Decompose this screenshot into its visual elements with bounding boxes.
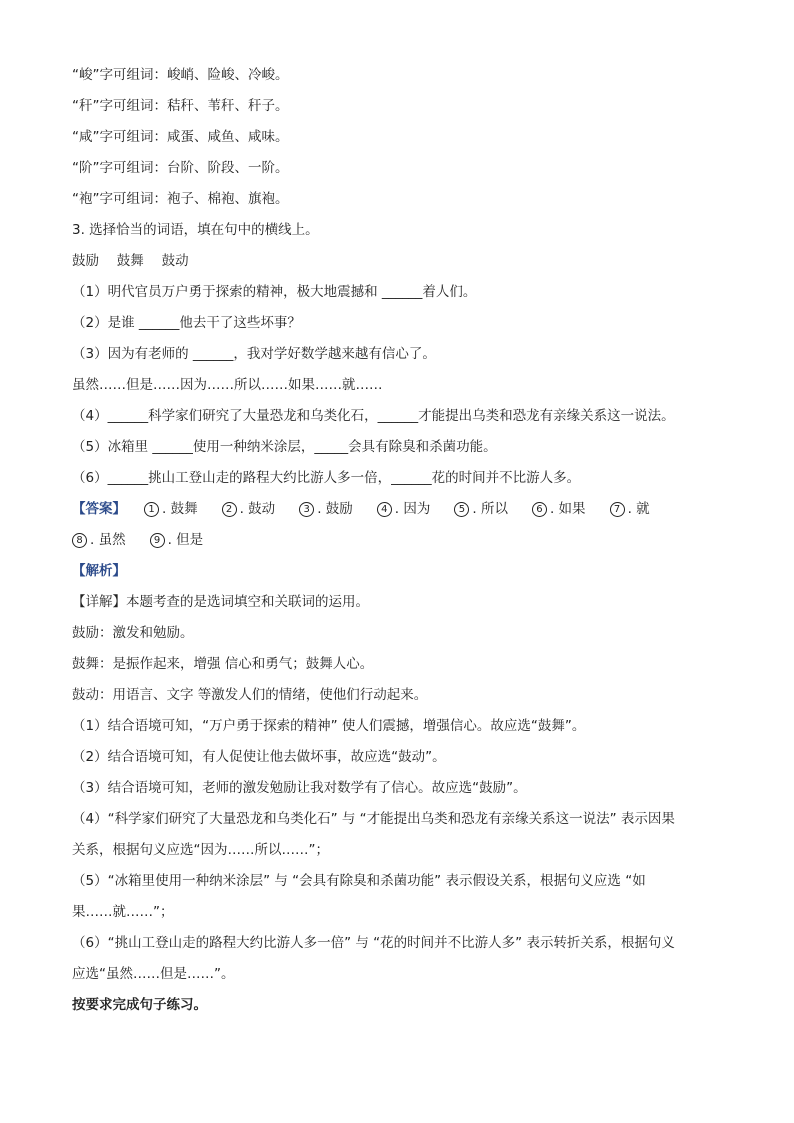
answer-option [377,494,431,525]
answer-text: . 就 [627,501,650,517]
question-item-3: （3）因为有老师的 ______，我对学好数学越来越有信心了。 [72,346,436,362]
answer-row-1 [72,494,724,525]
analysis-item-4-b: 关系，根据句义应选“因为……所以……”； [72,842,329,858]
analysis-line: 鼓舞：是振作起来，增强 信心和勇气；鼓舞人心。 [72,656,374,672]
circled-number: 3 [299,502,314,517]
question-item-2: （2）是谁 ______他去干了这些坏事？ [72,315,301,331]
vocab-line-4: “阶”字可组词：台阶、阶段、一阶。 [72,160,289,176]
answer-text: . 鼓动 [239,501,276,517]
answer-option [222,494,276,525]
question-item-1: （1）明代官员万户勇于探索的精神，极大地震撼和 ______着人们。 [72,284,477,300]
answer-option [144,494,198,525]
answer-row-2 [72,525,724,556]
vocab-line-5: “袍”字可组词：袍子、棉袍、旗袍。 [72,191,289,207]
answer-tag: 【答案】 [72,501,126,517]
vocab-line-2: “秆”字可组词：秸秆、苇秆、秆子。 [72,98,289,114]
answer-option [150,525,204,556]
connective-choices: 虽然……但是……因为……所以……如果……就…… [72,377,383,393]
analysis-line: （2）结合语境可知，有人促使让他去做坏事，故应选“鼓动”。 [72,749,446,765]
answer-option [454,494,508,525]
analysis-item-5-b: 果……就……”； [72,904,174,920]
question-3-title: 3. 选择恰当的词语，填在句中的横线上。 [72,222,319,238]
analysis-item-5-a: （5）“冰箱里使用一种纳米涂层” 与 “会具有除臭和杀菌功能” 表示假设关系，根据句义应选 “如 [72,873,646,889]
answer-option [299,494,353,525]
analysis-line: （1）结合语境可知，“万户勇于探索的精神” 使人们震撼，增强信心。故应选“鼓舞”。 [72,718,586,734]
circled-number: 4 [377,502,392,517]
answer-option [72,525,126,556]
analysis-item-6-a: （6）“挑山工登山走的路程大约比游人多一倍” 与 “花的时间并不比游人多” 表示转折关系，根据句义 [72,935,675,951]
circled-number: 5 [454,502,469,517]
analysis-item-6-b: 应选“虽然……但是……”。 [72,966,235,982]
question-item-5: （5）冰箱里 ______使用一种纳米涂层，_____会具有除臭和杀菌功能。 [72,439,497,455]
answer-text: . 但是 [167,532,204,548]
question-item-6: （6）______挑山工登山走的路程大约比游人多一倍，______花的时间并不比游人多。 [72,470,581,486]
word-choices: 鼓励 鼓舞 鼓动 [72,253,189,269]
circled-number: 7 [610,502,625,517]
analysis-item-4-a: （4）“科学家们研究了大量恐龙和乌类化石” 与 “才能提出乌类和恐龙有亲缘关系这一说法” 表示因果 [72,811,675,827]
answer-option [532,494,586,525]
answer-text: . 虽然 [90,532,126,548]
circled-number: 6 [532,502,547,517]
analysis-tag: 【解析】 [72,563,126,579]
circled-number: 9 [150,533,165,548]
circled-number: 8 [72,533,87,548]
vocab-line-1: “峻”字可组词：峻峭、险峻、冷峻。 [72,67,289,83]
answer-text: . 所以 [472,501,508,517]
answer-text: . 如果 [549,501,586,517]
answer-text: . 因为 [394,501,431,517]
document-page [72,60,724,1021]
circled-number: 2 [222,502,237,517]
vocab-line-3: “咸”字可组词：咸蛋、咸鱼、咸味。 [72,129,289,145]
circled-number: 1 [144,502,159,517]
analysis-line: 鼓励：激发和勉励。 [72,625,194,641]
section-heading: 按要求完成句子练习。 [72,997,207,1013]
analysis-line: （3）结合语境可知，老师的激发勉励让我对数学有了信心。故应选“鼓励”。 [72,780,527,796]
question-item-4: （4）______科学家们研究了大量恐龙和乌类化石，______才能提出乌类和恐龙有亲缘关系这一说法。 [72,408,675,424]
answer-option [610,494,650,525]
answer-text: . 鼓舞 [162,501,198,517]
analysis-line: 【详解】本题考查的是选词填空和关联词的运用。 [72,594,369,610]
answer-text: . 鼓励 [317,501,353,517]
analysis-line: 鼓动：用语言、文字 等激发人们的情绪，使他们行动起来。 [72,687,428,703]
